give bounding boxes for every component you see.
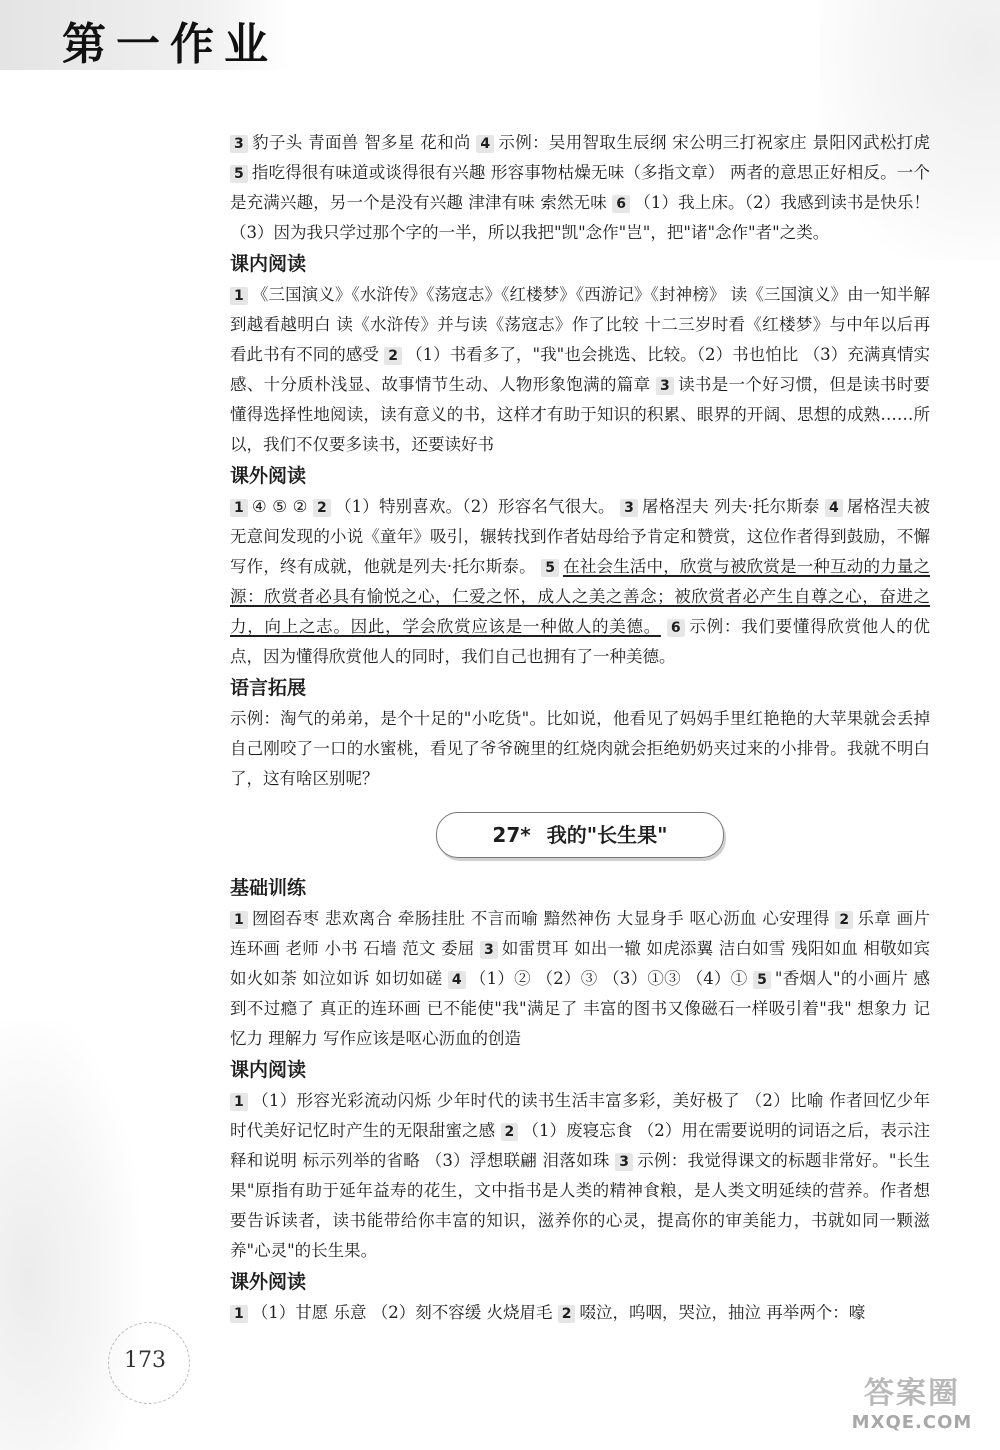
question-number: 5	[230, 165, 248, 183]
watermark-top: 答案圈	[864, 1376, 960, 1411]
paragraph: 示例：淘气的弟弟，是个十足的"小吃货"。比如说，他看见了妈妈手里红艳艳的大苹果就会丢掉自己刚咬了一口的水蜜桃，看见了爷爷碗里的红烧肉就会拒绝奶奶夹过来的小排骨。我就不明白了，这有啥区别呢？	[230, 709, 930, 788]
section-title: 基础训练	[230, 877, 307, 899]
question-number: 3	[656, 377, 674, 395]
question-number: 2	[313, 499, 331, 517]
question-number: 3	[480, 941, 498, 959]
question-number: 1	[230, 1093, 248, 1111]
watermark-bottom: MXQE.COM	[851, 1412, 973, 1433]
section-title: 课外阅读	[230, 465, 307, 487]
question-number: 3	[620, 499, 638, 517]
lesson-title-box	[436, 812, 724, 858]
section-title: 课内阅读	[230, 1059, 307, 1081]
lesson-title: 我的"长生果"	[546, 823, 668, 847]
question-number: 2	[384, 347, 402, 365]
paragraph: 1 ④ ⑤ ② 2 （1）特别喜欢。（2）形容名气很大。 3 屠格涅夫 列夫·托尔斯泰 4 屠格涅夫被无意间发现的小说《童年》吸引，辗转找到作者姑母给予肯定和赞赏，这位作者得到鼓励，不懈写作，终有成就，他就是列夫·托尔斯泰。 5 在社会生活中，欣赏与被欣赏是一种互动的力量之源：欣赏者必具有愉悦之心，仁爱之怀，成人之美之善念；被欣赏者必产生自尊之心，奋进之力，向上之志。因此，学会欣赏应该是一种做人的美德。 6 示例：我们要懂得欣赏他人的优点，因为懂得欣赏他人的同时，我们自己也拥有了一种美德。	[230, 497, 931, 666]
section-title: 课内阅读	[230, 253, 307, 275]
lesson-number: 27*	[492, 823, 531, 847]
question-number: 5	[753, 971, 771, 989]
paragraph: 1 《三国演义》《水浒传》《荡寇志》《红楼梦》《西游记》《封神榜》 读《三国演义》由一知半解到越看越明白 读《水浒传》并与读《荡寇志》作了比较 十二三岁时看《红楼梦》与中年以后再看此书有不同的感受 2 （1）书看多了，"我"也会挑选、比较。（2）书也怕比 （3）充满真情实感、十分质朴浅显、故事情节生动、人物形象饱满的篇章 3 读书是一个好习惯，但是读书时要懂得选择性地阅读，读有意义的书，这样才有助于知识的积累、眼界的开阔、思想的成熟……所以，我们不仅要多读书，还要读好书	[230, 285, 931, 454]
question-number: 1	[230, 911, 248, 929]
question-number: 6	[667, 619, 685, 637]
question-number: 5	[541, 559, 559, 577]
question-number: 3	[230, 135, 248, 153]
question-number: 2	[558, 1305, 576, 1323]
question-number: 1	[230, 287, 248, 305]
paragraph: 3 豹子头 青面兽 智多星 花和尚 4 示例：吴用智取生辰纲 宋公明三打祝家庄 景阳冈武松打虎 5 指吃得很有味道或谈得很有兴趣 形容事物枯燥无味（多指文章） 两者的意思正好相反。一个是充满兴趣，另一个是没有兴趣 津津有味 索然无味 6 （1）我上床。（2）我感到读书是快乐！（3）因为我只学过那个字的一半，所以我把"凯"念作"岂"，把"诸"念作"者"之类。	[230, 133, 930, 242]
paragraph: 1 （1）甘愿 乐意 （2）刻不容缓 火烧眉毛 2 啜泣，呜咽，哭泣，抽泣 再举两个：嚎	[230, 1298, 930, 1328]
paragraph: 1 （1）形容光彩流动闪烁 少年时代的读书生活丰富多彩，美好极了 （2）比喻 作者回忆少年时代美好记忆时产生的无限甜蜜之感 2 （1）废寝忘食 （2）用在需要说明的词语之后，表示注释和说明 标示列举的省略 （3）浮想联翩 泪落如珠 3 示例：我觉得课文的标题非常好。"长生果"原指有助于延年益寿的花生，文中指书是人类的精神食粮，是人类文明延续的营养。作者想要告诉读者，读书能带给你丰富的知识，滋养你的心灵，提高你的审美能力，书就如同一颗滋养"心灵"的长生果。	[230, 1091, 931, 1260]
answer-content	[230, 128, 930, 1328]
underlined-answer: 在社会生活中，欣赏与被欣赏是一种互动的力量之源：欣赏者必具有愉悦之心，仁爱之怀，成人之美之善念；被欣赏者必产生自尊之心，奋进之力，向上之志。因此，学会欣赏应该是一种做人的美德。	[230, 557, 931, 636]
question-number: 4	[448, 971, 466, 989]
section-title: 课外阅读	[230, 1271, 307, 1293]
question-number: 1	[230, 1305, 248, 1323]
question-number: 3	[615, 1153, 633, 1171]
question-number: 6	[612, 195, 630, 213]
question-number: 1	[230, 499, 248, 517]
question-number: 2	[835, 911, 853, 929]
question-number: 4	[476, 135, 494, 153]
section-title: 语言拓展	[230, 677, 307, 699]
question-number: 2	[501, 1123, 519, 1141]
page-number: 173	[124, 1348, 166, 1373]
brand-title: 第一作业	[62, 19, 278, 70]
watermark-logo	[842, 1376, 982, 1440]
paragraph: 1 囫囵吞枣 悲欢离合 牵肠挂肚 不言而喻 黯然神伤 大显身手 呕心沥血 心安理得 2 乐章 画片 连环画 老师 小书 石墙 范文 委屈 3 如雷贯耳 如出一辙 如虎添翼 洁白如雪 残阳如血 相敬如宾 如火如荼 如泣如诉 如切如磋 4 （1）② （2）③ （3）①③ （4）① 5 "香烟人"的小画片 感到不过瘾了 真正的连环画 已不能使"我"满足了 丰富的图书又像磁石一样吸引着"我" 想象力 记忆力 理解力 写作应该是呕心沥血的创造	[230, 909, 931, 1048]
question-number: 4	[825, 499, 843, 517]
